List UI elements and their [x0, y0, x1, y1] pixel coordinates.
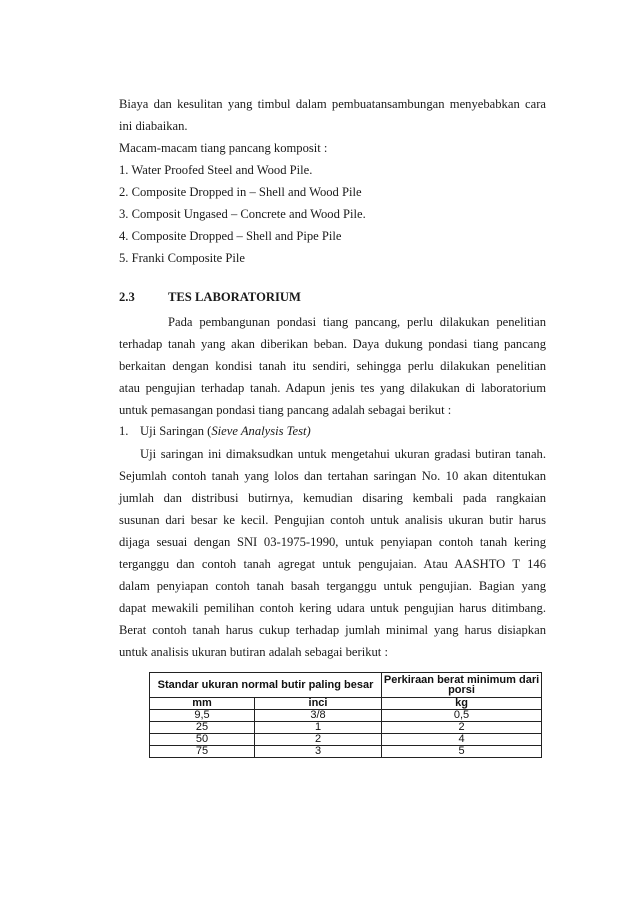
list-item: [119, 184, 362, 200]
paragraph-line: ini diabaikan.: [119, 119, 188, 133]
subsection-title-plain: Uji Saringan (: [140, 424, 212, 438]
section-number: 2.3: [119, 290, 135, 304]
paragraph-line: terhadap tanah yang akan diberikan beban. Daya dukung pondasi tiang pancang: [119, 337, 546, 351]
table-row: [150, 722, 542, 734]
subsection-title-italic: Sieve Analysis Test): [211, 424, 311, 438]
section-title: TES LABORATORIUM: [168, 290, 301, 304]
table-row: [150, 710, 542, 722]
list-item: [119, 250, 245, 266]
header-grain-size: Standar ukuran normal butir paling besar: [150, 673, 382, 698]
header-min-weight: Perkiraan berat minimum dari porsi: [382, 673, 542, 698]
paragraph-line: Uji saringan ini dimaksudkan untuk mengetahui ukuran gradasi butiran tanah.: [140, 447, 546, 461]
paragraph-line: dapat mewakili pemilihan contoh kering udara untuk pengujian harus ditimbang.: [119, 601, 546, 615]
paragraph-line: jumlah dan distribusi butirnya, kemudian disaring kembali pada rangkaian: [119, 491, 546, 505]
list-item-number: 3.: [119, 207, 129, 221]
cell-inci: 1: [255, 722, 382, 734]
table-row: [150, 746, 542, 758]
paragraph-line: Biaya dan kesulitan yang timbul dalam pembuatansambungan menyebabkan cara: [119, 97, 546, 111]
subsection-number: 1.: [119, 424, 129, 438]
cell-kg: 2: [382, 722, 542, 734]
unit-inci: inci: [255, 698, 382, 710]
paragraph-line: untuk analisis ukuran butiran adalah sebagai berikut :: [119, 645, 388, 659]
cell-inci: 3: [255, 746, 382, 758]
unit-mm: mm: [150, 698, 255, 710]
list-item-number: 5.: [119, 251, 129, 265]
cell-inci: 2: [255, 734, 382, 746]
table-row: [150, 734, 542, 746]
paragraph-line: dijaga sesuai dengan SNI 03-1975-1990, untuk penyiapan contoh tanah kering: [119, 535, 546, 549]
cell-mm: 75: [150, 746, 255, 758]
paragraph-line: dalam penyiapan contoh tanah basah terganggu untuk pengujian. Bagian yang: [119, 579, 546, 593]
cell-kg: 0,5: [382, 710, 542, 722]
table-unit-row: [150, 698, 542, 710]
paragraph-line: Pada pembangunan pondasi tiang pancang, perlu dilakukan penelitian: [168, 315, 546, 329]
list-item-text: Composit Ungased – Concrete and Wood Pile.: [131, 207, 366, 221]
list-item: [119, 206, 366, 222]
table-header-row: [150, 673, 542, 698]
list-item-text: Water Proofed Steel and Wood Pile.: [131, 163, 313, 177]
paragraph-line: Berat contoh tanah harus cukup terhadap jumlah minimal yang harus disiapkan: [119, 623, 546, 637]
list-item-text: Composite Dropped – Shell and Pipe Pile: [131, 229, 342, 243]
paragraph-line: Sejumlah contoh tanah yang lolos dan tertahan saringan No. 10 akan ditentukan: [119, 469, 546, 483]
cell-kg: 5: [382, 746, 542, 758]
list-item-text: Franki Composite Pile: [131, 251, 245, 265]
cell-mm: 50: [150, 734, 255, 746]
list-item-number: 1.: [119, 163, 129, 177]
cell-mm: 25: [150, 722, 255, 734]
cell-mm: 9,5: [150, 710, 255, 722]
unit-kg: kg: [382, 698, 542, 710]
paragraph-line: terganggu dan contoh tanah agregat untuk pengujaian. Atau AASHTO T 146: [119, 557, 546, 571]
cell-inci: 3/8: [255, 710, 382, 722]
list-item-number: 2.: [119, 185, 129, 199]
paragraph-line: berkaitan dengan kondisi tanah itu sendiri, sehingga perlu dilakukan penelitian: [119, 359, 546, 373]
list-heading: Macam-macam tiang pancang komposit :: [119, 141, 328, 155]
cell-kg: 4: [382, 734, 542, 746]
paragraph-line: untuk pemasangan pondasi tiang pancang adalah sebagai berikut :: [119, 403, 452, 417]
paragraph-line: susunan dari besar ke kecil. Pengujian contoh untuk analisis ukuran butir harus: [119, 513, 546, 527]
paragraph-line: atau pengujian terhadap tanah. Adapun jenis tes yang dilakukan di laboratorium: [119, 381, 546, 395]
list-item: [119, 162, 312, 178]
sample-weight-table: [149, 672, 542, 758]
subsection-title: [140, 424, 311, 439]
list-item-number: 4.: [119, 229, 129, 243]
list-item-text: Composite Dropped in – Shell and Wood Pile: [131, 185, 362, 199]
list-item: [119, 228, 342, 244]
